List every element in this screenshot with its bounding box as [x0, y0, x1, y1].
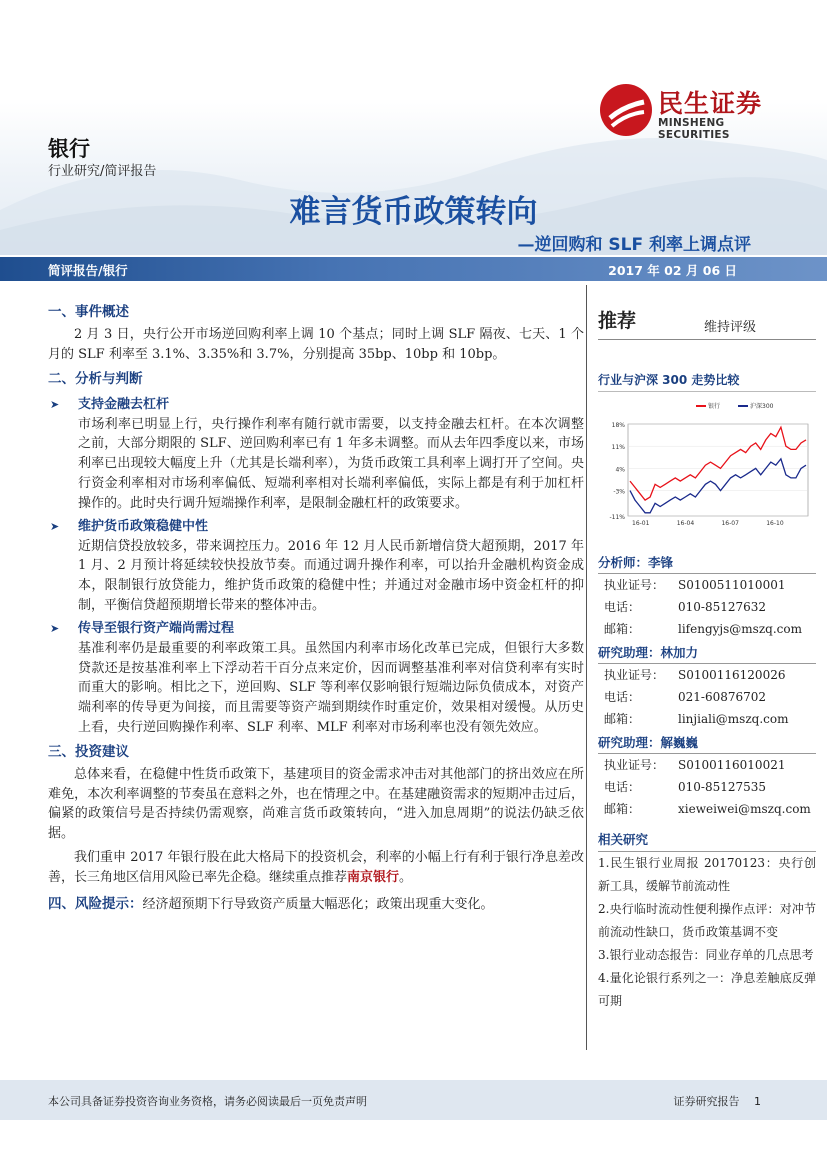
main-content [48, 298, 584, 917]
field-label: 电话： [604, 690, 641, 704]
brand-logo [600, 82, 800, 141]
x-tick-label: 16-10 [766, 520, 784, 527]
x-tick-label: 16-01 [632, 520, 650, 527]
overview-text: 2 月 3 日，央行公开市场逆回购利率上调 10 个基点；同时上调 SLF 隔夜、七天、1 个月的 SLF 利率至 3.1%、3.35%和 3.7%，分别提高 35bp、10bp 和 10bp。 [48, 327, 584, 362]
report-type: 行业研究/简评报告 [48, 164, 157, 179]
analyst-1-tel [598, 596, 816, 618]
rating-label: 推荐 [598, 310, 637, 332]
logo-english-name: MINSHENG SECURITIES [658, 117, 730, 141]
performance-chart [598, 394, 816, 544]
section-title-overview: 一、事件概述 [48, 304, 129, 320]
logo-chinese-name: 民生证券 [658, 89, 763, 118]
related-research-heading: 相关研究 [598, 828, 816, 852]
field-label: 执业证号： [604, 668, 665, 682]
subheading-neutral-policy [48, 516, 584, 537]
risk-text: 经济超预期下行导致资产质量大幅恶化；政策出现重大变化。 [142, 896, 494, 912]
y-tick-label: -11% [609, 514, 625, 521]
x-tick-label: 16-07 [721, 520, 739, 527]
analyst-3-cert [598, 754, 816, 776]
footer-disclaimer[interactable]: 本公司具备证券投资咨询业务资格，请务必阅读最后一页免责声明 [48, 1095, 367, 1108]
investment-text-2a: 我们重申 2017 年银行股在此大格局下的投资机会，利率的小幅上行有利于银行净息差改善，长三角地区信用风险已率先企稳。继续重点推荐 [48, 849, 584, 885]
field-label: 电话： [604, 600, 641, 614]
recommended-stock: 南京银行 [347, 869, 400, 885]
section-title-analysis: 二、分析与判断 [48, 370, 143, 387]
field-value: 010-85127632 [678, 600, 767, 614]
info-bar-date: 2017 年 02 月 06 日 [608, 263, 737, 278]
column-divider [586, 285, 587, 1050]
section-title-investment: 三、投资建议 [48, 743, 129, 760]
risk-line [48, 892, 584, 917]
logo-mark-icon [600, 84, 652, 136]
field-value: 010-85127535 [678, 780, 767, 794]
related-item[interactable]: 3.银行业动态报告：同业存单的几点思考 [598, 948, 814, 962]
analyst-3-mail [598, 798, 816, 820]
email-link[interactable]: lifengyjs@mszq.com [678, 622, 802, 636]
field-value: S0100511010001 [678, 578, 786, 592]
field-label: 邮箱： [604, 802, 641, 816]
report-subtitle: —逆回购和 SLF 利率上调点评 [517, 235, 751, 255]
analyst-3-tel [598, 776, 816, 798]
email-link[interactable]: linjiali@mszq.com [678, 712, 789, 726]
chart-title: 行业与沪深 300 走势比较 [598, 368, 816, 392]
transmission-text: 基准利率仍是最重要的利率政策工具。虽然国内利率市场化改革已完成，但银行大多数贷款还是按基准利率上下浮动若干百分点来定价，因而调整基准利率对信贷利率有实时而重大的影响。相比之下，逆回购、SLF 等利率仅影响银行短端边际负债成本，对资产端利率的传导更为间接，而且需要等资产端到期续作时重定价，效果相对缓慢。从历史上看，央行逆回购操作利率、SLF 利率、MLF 利率对市场利率也没有领先效应。 [78, 640, 584, 735]
subheading-text: 支持金融去杠杆 [78, 396, 170, 412]
related-item[interactable]: 1.民生银行业周报 20170123：央行创新工具，缓解节前流动性 [598, 856, 816, 893]
field-label: 邮箱： [604, 622, 641, 636]
related-item[interactable]: 2.央行临时流动性便利操作点评：对冲节前流动性缺口，货币政策基调不变 [598, 902, 816, 939]
investment-text-2 [48, 848, 584, 888]
subheading-text: 维护货币政策稳健中性 [78, 518, 209, 534]
field-label: 电话： [604, 780, 641, 794]
industry-label: 银行 [48, 137, 90, 161]
field-value: 021-60876702 [678, 690, 767, 704]
sidebar [598, 300, 816, 1013]
footer-page-label: 证券研究报告 1 [673, 1095, 761, 1108]
field-label: 执业证号： [604, 578, 665, 592]
arrow-bullet-icon: ➤ [50, 397, 60, 411]
arrow-bullet-icon: ➤ [50, 519, 60, 533]
investment-text-2b: 。 [399, 869, 413, 885]
analyst-heading-3: 研究助理：解巍巍 [598, 732, 816, 754]
series-line-bank [630, 427, 806, 500]
field-value: S0100116120026 [678, 668, 786, 682]
section-title-risk: 四、风险提示： [48, 895, 143, 912]
legend-label: 银行 [708, 403, 721, 410]
neutral-policy-text: 近期信贷投放较多，带来调控压力。2016 年 12 月人民币新增信贷大超预期，2017 年 1 月、2 月预计将延续较快投放节奏。而通过调升操作利率，可以抬升金融机构资金成本，限制银行放贷能力，维护货币政策的稳健中性；并通过对金融市场中资金杠杆的抑制，平衡信贷超预期增长带来的整体冲击。 [78, 538, 584, 613]
arrow-bullet-icon: ➤ [50, 621, 60, 635]
rating-value: 维持评级 [704, 320, 757, 335]
chart-svg [598, 394, 816, 544]
y-tick-label: -3% [613, 488, 625, 496]
report-title: 难言货币政策转向 [289, 194, 538, 230]
x-tick-label: 16-04 [676, 520, 695, 527]
analyst-heading-2: 研究助理：林加力 [598, 642, 816, 664]
related-item[interactable]: 4.量化论银行系列之一：净息差触底反弹可期 [598, 971, 816, 1008]
info-bar-category: 简评报告/银行 [48, 263, 128, 278]
subheading-deleverage [48, 394, 584, 415]
analyst-2-mail [598, 708, 816, 730]
subheading-transmission [48, 618, 584, 639]
rating-box [598, 300, 816, 340]
analyst-1-cert [598, 574, 816, 596]
y-tick-label: 18% [611, 422, 625, 429]
plot-frame [628, 424, 808, 516]
deleverage-text: 市场利率已明显上行，央行操作利率有随行就市需要，以支持金融去杠杆。在本次调整之前，大部分期限的 SLF、逆回购利率已有 1 年多未调整。而从去年四季度以来，市场利率已出现较大幅度上升（尤其是长端利率），为货币政策工具利率上调打开了空间。央行资金利率相对市场利率偏低、短端利率相对长端利率偏低，实际上都是有利于加杠杆操作的。此时央行调升短端操作利率，是限制金融杠杆的政策要求。 [78, 416, 584, 511]
subheading-text: 传导至银行资产端尚需过程 [78, 620, 235, 636]
field-label: 邮箱： [604, 712, 641, 726]
analyst-1-mail [598, 618, 816, 640]
analyst-heading-1: 分析师：李锋 [598, 552, 816, 574]
field-label: 执业证号： [604, 758, 665, 772]
y-tick-label: 4% [615, 466, 625, 474]
legend-label: 沪深300 [750, 403, 774, 410]
email-link[interactable]: xieweiwei@mszq.com [678, 802, 811, 816]
y-tick-label: 11% [611, 444, 625, 452]
analyst-2-tel [598, 686, 816, 708]
investment-text-1: 总体来看，在稳健中性货币政策下，基建项目的资金需求冲击对其他部门的挤出效应在所难免，本次利率调整的节奏虽在意料之外，也在情理之中。在基建融资需求的短期冲击过后，偏紧的政策信号是否持续仍需观察，尚难言货币政策转向，“进入加息周期”的说法仍缺乏依据。 [48, 766, 584, 842]
field-value: S0100116010021 [678, 758, 786, 772]
analyst-2-cert [598, 664, 816, 686]
